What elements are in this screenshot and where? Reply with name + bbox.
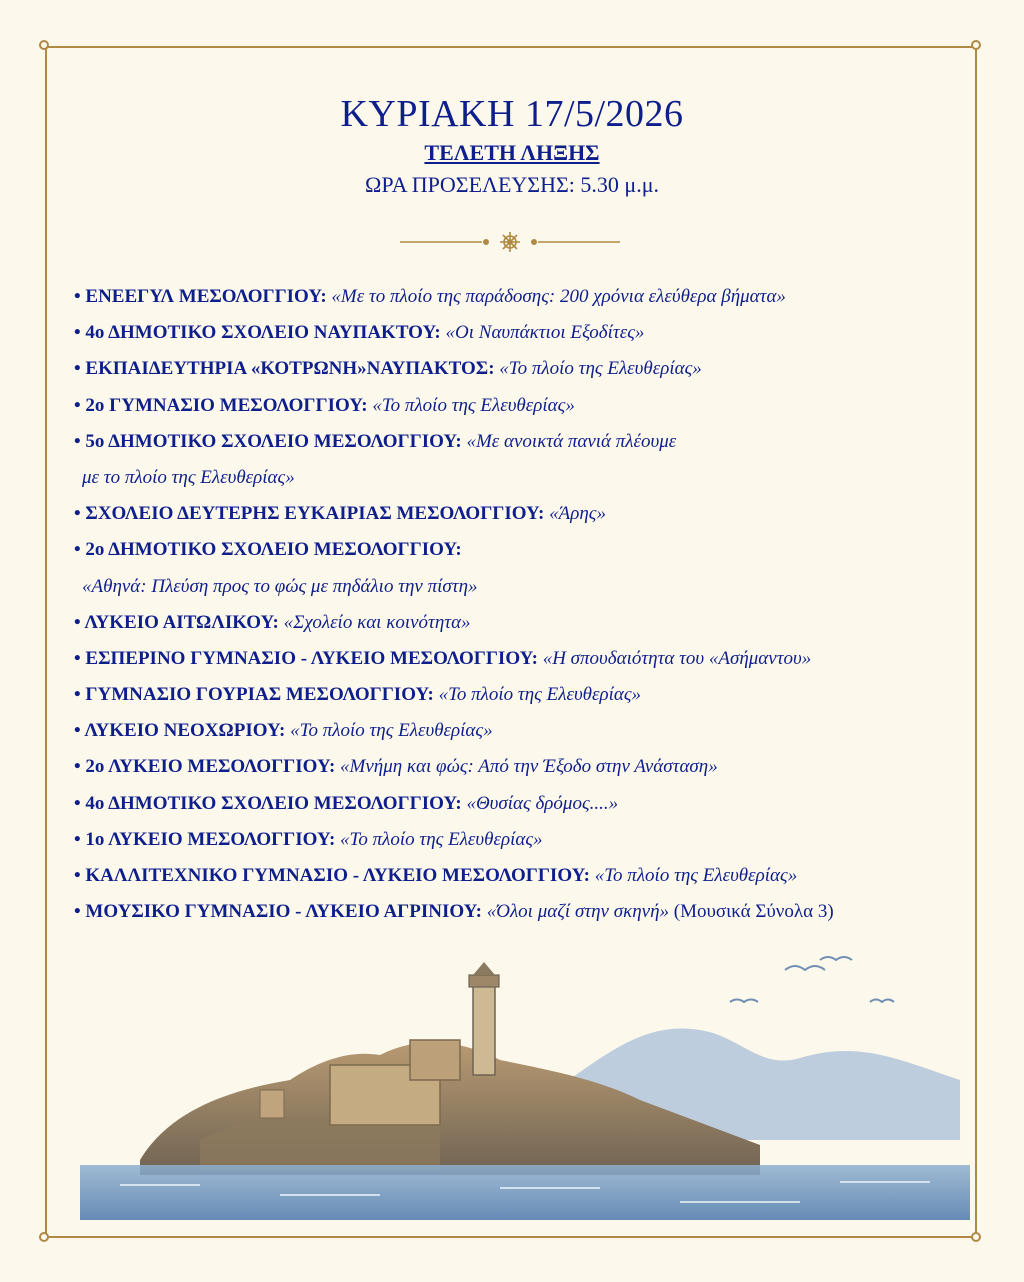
- frame-corner-ornament: [971, 40, 981, 50]
- performance-title: «Η σπουδαιότητα του «Ασήμαντου»: [542, 647, 812, 669]
- performance-title: «Το πλοίο της Ελευθερίας»: [438, 684, 642, 706]
- program-item: [74, 789, 974, 825]
- program-item: [74, 644, 974, 680]
- performance-title: «Θυσίας δρόμος....»: [466, 792, 619, 814]
- performance-title: «Οι Ναυπάκτιοι Εξοδίτες»: [445, 322, 645, 344]
- performance-title: «Το πλοίο της Ελευθερίας»: [594, 865, 798, 886]
- frame-corner-ornament: [39, 40, 49, 50]
- program-item: [74, 499, 974, 535]
- performance-title: «Με ανοικτά πανιά πλέουμε: [466, 430, 677, 452]
- school-name: • 1ο ΛΥΚΕΙΟ ΜΕΣΟΛΟΓΓΙΟΥ:: [74, 828, 336, 850]
- performance-title: «Όλοι μαζί στην σκηνή»: [486, 901, 669, 923]
- program-item: [74, 427, 974, 463]
- school-name: • ΛΥΚΕΙΟ ΝΕΟΧΩΡΙΟΥ:: [74, 720, 286, 742]
- performance-title: «Το πλοίο της Ελευθερίας»: [372, 394, 575, 416]
- program-item: [74, 716, 974, 752]
- school-name: • 4ο ΔΗΜΟΤΙΚΟ ΣΧΟΛΕΙΟ ΝΑΥΠΑΚΤΟΥ:: [74, 322, 441, 344]
- program-item: [74, 752, 974, 788]
- frame-corner-ornament: [39, 1232, 49, 1242]
- school-name: • ΕΝΕΕΓΥΛ ΜΕΣΟΛΟΓΓΙΟΥ:: [74, 286, 327, 307]
- performance-title-continued: με το πλοίο της Ελευθερίας»: [82, 466, 295, 488]
- school-name: • 2ο ΔΗΜΟΤΙΚΟ ΣΧΟΛΕΙΟ ΜΕΣΟΛΟΓΓΙΟΥ:: [74, 539, 462, 561]
- date-title: ΚΥΡΙΑΚΗ 17/5/2026: [340, 93, 684, 135]
- program-item: [74, 535, 974, 571]
- performance-title: «Με το πλοίο της παράδοσης: 200 χρόνια ελεύθερα βήματα»: [331, 286, 786, 307]
- school-name: • ΜΟΥΣΙΚΟ ΓΥΜΝΑΣΙΟ - ΛΥΚΕΙΟ ΑΓΡΙΝΙΟΥ:: [74, 901, 482, 923]
- school-name: • ΕΣΠΕΡΙΝΟ ΓΥΜΝΑΣΙΟ - ΛΥΚΕΙΟ ΜΕΣΟΛΟΓΓΙΟΥ:: [74, 647, 538, 669]
- performance-note: (Μουσικά Σύνολα 3): [673, 901, 834, 923]
- program-item: [74, 861, 974, 897]
- arrival-time: ΩΡΑ ΠΡΟΣΕΛΕΥΣΗΣ: 5.30 μ.μ.: [365, 172, 659, 197]
- frame-corner-ornament: [971, 1232, 981, 1242]
- performance-title: «Το πλοίο της Ελευθερίας»: [290, 720, 493, 742]
- school-name: • 5ο ΔΗΜΟΤΙΚΟ ΣΧΟΛΕΙΟ ΜΕΣΟΛΟΓΓΙΟΥ:: [74, 430, 462, 452]
- performance-title: «Το πλοίο της Ελευθερίας»: [499, 358, 702, 380]
- performance-title: «Άρης»: [549, 503, 607, 525]
- school-name: • 2ο ΛΥΚΕΙΟ ΜΕΣΟΛΟΓΓΙΟΥ:: [74, 756, 336, 778]
- fortress-island-illustration: [80, 940, 970, 1230]
- school-name: • ΛΥΚΕΙΟ ΑΙΤΩΛΙΚΟΥ:: [74, 611, 279, 633]
- program-list: [74, 282, 974, 933]
- school-name: • 2ο ΓΥΜΝΑΣΙΟ ΜΕΣΟΛΟΓΓΙΟΥ:: [74, 394, 368, 416]
- program-item: [74, 680, 974, 716]
- program-item: [74, 318, 974, 354]
- program-item: [74, 608, 974, 644]
- performance-title: «Σχολείο και κοινότητα»: [283, 611, 471, 633]
- performance-title-continued: «Αθηνά: Πλεύση προς το φώς με πηδάλιο την πίστη»: [82, 575, 478, 597]
- program-item: [74, 354, 974, 390]
- school-name: • ΚΑΛΛΙΤΕΧΝΙΚΟ ΓΥΜΝΑΣΙΟ - ΛΥΚΕΙΟ ΜΕΣΟΛΟΓΓΙΟΥ:: [74, 865, 590, 886]
- program-item: [74, 282, 974, 318]
- school-name: • ΕΚΠΑΙΔΕΥΤΗΡΙΑ «ΚΟΤΡΩΝΗ»ΝΑΥΠΑΚΤΟΣ:: [74, 358, 495, 380]
- program-item: [74, 391, 974, 427]
- performance-title: «Το πλοίο της Ελευθερίας»: [340, 828, 543, 850]
- program-item: [74, 825, 974, 861]
- ship-wheel-icon: [400, 230, 620, 254]
- performance-title: «Μνήμη και φώς: Από την Έξοδο στην Ανάσταση»: [340, 756, 718, 778]
- school-name: • 4ο ΔΗΜΟΤΙΚΟ ΣΧΟΛΕΙΟ ΜΕΣΟΛΟΓΓΙΟΥ:: [74, 792, 462, 814]
- school-name: • ΓΥΜΝΑΣΙΟ ΓΟΥΡΙΑΣ ΜΕΣΟΛΟΓΓΙΟΥ:: [74, 684, 434, 706]
- program-item: [74, 897, 974, 933]
- ceremony-title: ΤΕΛΕΤΗ ΛΗΞΗΣ: [424, 140, 600, 165]
- school-name: • ΣΧΟΛΕΙΟ ΔΕΥΤΕΡΗΣ ΕΥΚΑΙΡΙΑΣ ΜΕΣΟΛΟΓΓΙΟΥ:: [74, 503, 545, 525]
